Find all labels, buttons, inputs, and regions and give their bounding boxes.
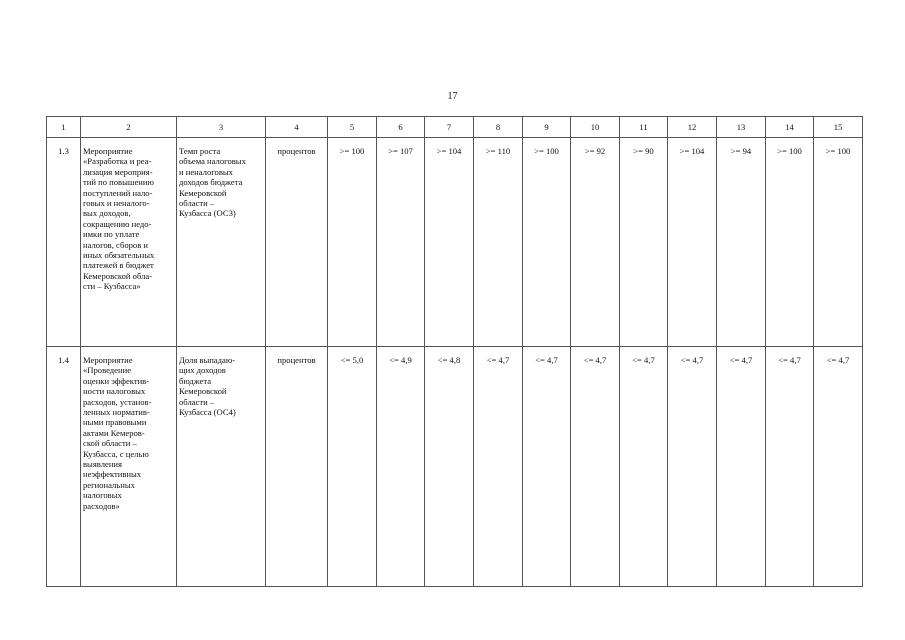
text-line: поступлений нало- xyxy=(83,187,153,198)
event-description xyxy=(81,138,177,347)
indicator-description xyxy=(177,347,266,587)
column-header: 4 xyxy=(266,117,328,138)
text-line: ности налоговых xyxy=(83,386,146,397)
row-number: 1.4 xyxy=(47,347,81,587)
unit-cell: процентов xyxy=(266,347,328,587)
column-header: 7 xyxy=(425,117,474,138)
text-line: расходов» xyxy=(83,500,120,511)
column-header: 1 xyxy=(47,117,81,138)
column-header: 8 xyxy=(474,117,523,138)
value-cell: >= 100 xyxy=(814,138,863,347)
event-description xyxy=(81,347,177,587)
value-cell: >= 110 xyxy=(474,138,523,347)
value-cell: <= 4,7 xyxy=(717,347,766,587)
text-line: Темп роста xyxy=(179,146,221,156)
text-line: выявления xyxy=(83,459,122,470)
value-cell: >= 104 xyxy=(668,138,717,347)
column-header: 3 xyxy=(177,117,266,138)
column-header: 5 xyxy=(328,117,377,138)
text-line: объема налоговых xyxy=(179,156,246,167)
value-cell: >= 100 xyxy=(523,138,571,347)
column-header: 15 xyxy=(814,117,863,138)
page-number: 17 xyxy=(447,91,458,102)
value-cell: >= 92 xyxy=(571,138,620,347)
indicator-table xyxy=(46,116,863,587)
text-line: бюджета xyxy=(179,375,212,386)
value-cell: >= 94 xyxy=(717,138,766,347)
column-header: 13 xyxy=(717,117,766,138)
column-header: 12 xyxy=(668,117,717,138)
text-line: Кемеровской обла- xyxy=(83,270,153,281)
value-cell: >= 100 xyxy=(328,138,377,347)
column-header: 2 xyxy=(81,117,177,138)
value-cell: <= 4,7 xyxy=(620,347,668,587)
text-line: вых доходов, xyxy=(83,208,131,219)
value-cell: >= 100 xyxy=(766,138,814,347)
column-header: 11 xyxy=(620,117,668,138)
text-line: иных обязательных xyxy=(83,250,155,261)
text-line: Мероприятие xyxy=(83,355,133,365)
value-cell: >= 104 xyxy=(425,138,474,347)
text-line: неэффективных xyxy=(83,469,142,480)
text-line: «Разработка и реа- xyxy=(83,156,152,167)
column-header: 9 xyxy=(523,117,571,138)
text-line: Кемеровской xyxy=(179,386,227,397)
text-line: сти – Кузбасса» xyxy=(83,281,141,292)
text-line: тий по повышению xyxy=(83,177,154,188)
text-line: Кемеровской xyxy=(179,187,227,198)
text-line: сокращению недо- xyxy=(83,218,152,229)
column-header: 14 xyxy=(766,117,814,138)
value-cell: <= 4,7 xyxy=(814,347,863,587)
value-cell: <= 4,7 xyxy=(668,347,717,587)
value-cell: <= 4,9 xyxy=(377,347,425,587)
value-cell: <= 4,7 xyxy=(474,347,523,587)
row-number: 1.3 xyxy=(47,138,81,347)
text-line: «Проведение xyxy=(83,365,132,376)
text-line: области – xyxy=(179,396,215,407)
text-line: Кузбасса (ОС4) xyxy=(179,407,236,418)
text-line: платежей в бюджет xyxy=(83,260,154,271)
text-line: имки по уплате xyxy=(83,229,140,240)
text-line: и неналоговых xyxy=(179,166,233,177)
text-line: Кузбасса (ОС3) xyxy=(179,208,236,219)
column-header: 6 xyxy=(377,117,425,138)
value-cell: <= 4,7 xyxy=(766,347,814,587)
text-line: Кузбасса, с целью xyxy=(83,448,149,459)
text-line: лизация мероприя- xyxy=(83,166,153,177)
table-row xyxy=(47,138,863,347)
text-line: Доля выпадаю- xyxy=(179,355,236,365)
value-cell: <= 4,7 xyxy=(523,347,571,587)
text-line: актами Кемеров- xyxy=(83,427,145,438)
value-cell: <= 4,7 xyxy=(571,347,620,587)
text-line: ными правовыми xyxy=(83,417,147,428)
table-header-row xyxy=(47,117,863,138)
text-line: налогов, сборов и xyxy=(83,239,149,250)
value-cell: <= 5,0 xyxy=(328,347,377,587)
text-line: говых и неналого- xyxy=(83,198,150,209)
text-line: ской области – xyxy=(83,438,137,449)
text-line: оценки эффектив- xyxy=(83,375,150,386)
text-line: щих доходов xyxy=(179,365,226,376)
unit-cell: процентов xyxy=(266,138,328,347)
indicator-description xyxy=(177,138,266,347)
text-line: области – xyxy=(179,198,215,209)
text-line: региональных xyxy=(83,479,135,490)
value-cell: >= 90 xyxy=(620,138,668,347)
value-cell: <= 4,8 xyxy=(425,347,474,587)
text-line: налоговых xyxy=(83,490,122,501)
value-cell: >= 107 xyxy=(377,138,425,347)
text-line: Мероприятие xyxy=(83,146,133,156)
column-header: 10 xyxy=(571,117,620,138)
text-line: расходов, установ- xyxy=(83,396,152,407)
table-row xyxy=(47,347,863,587)
text-line: ленных норматив- xyxy=(83,407,150,418)
text-line: доходов бюджета xyxy=(179,177,243,188)
